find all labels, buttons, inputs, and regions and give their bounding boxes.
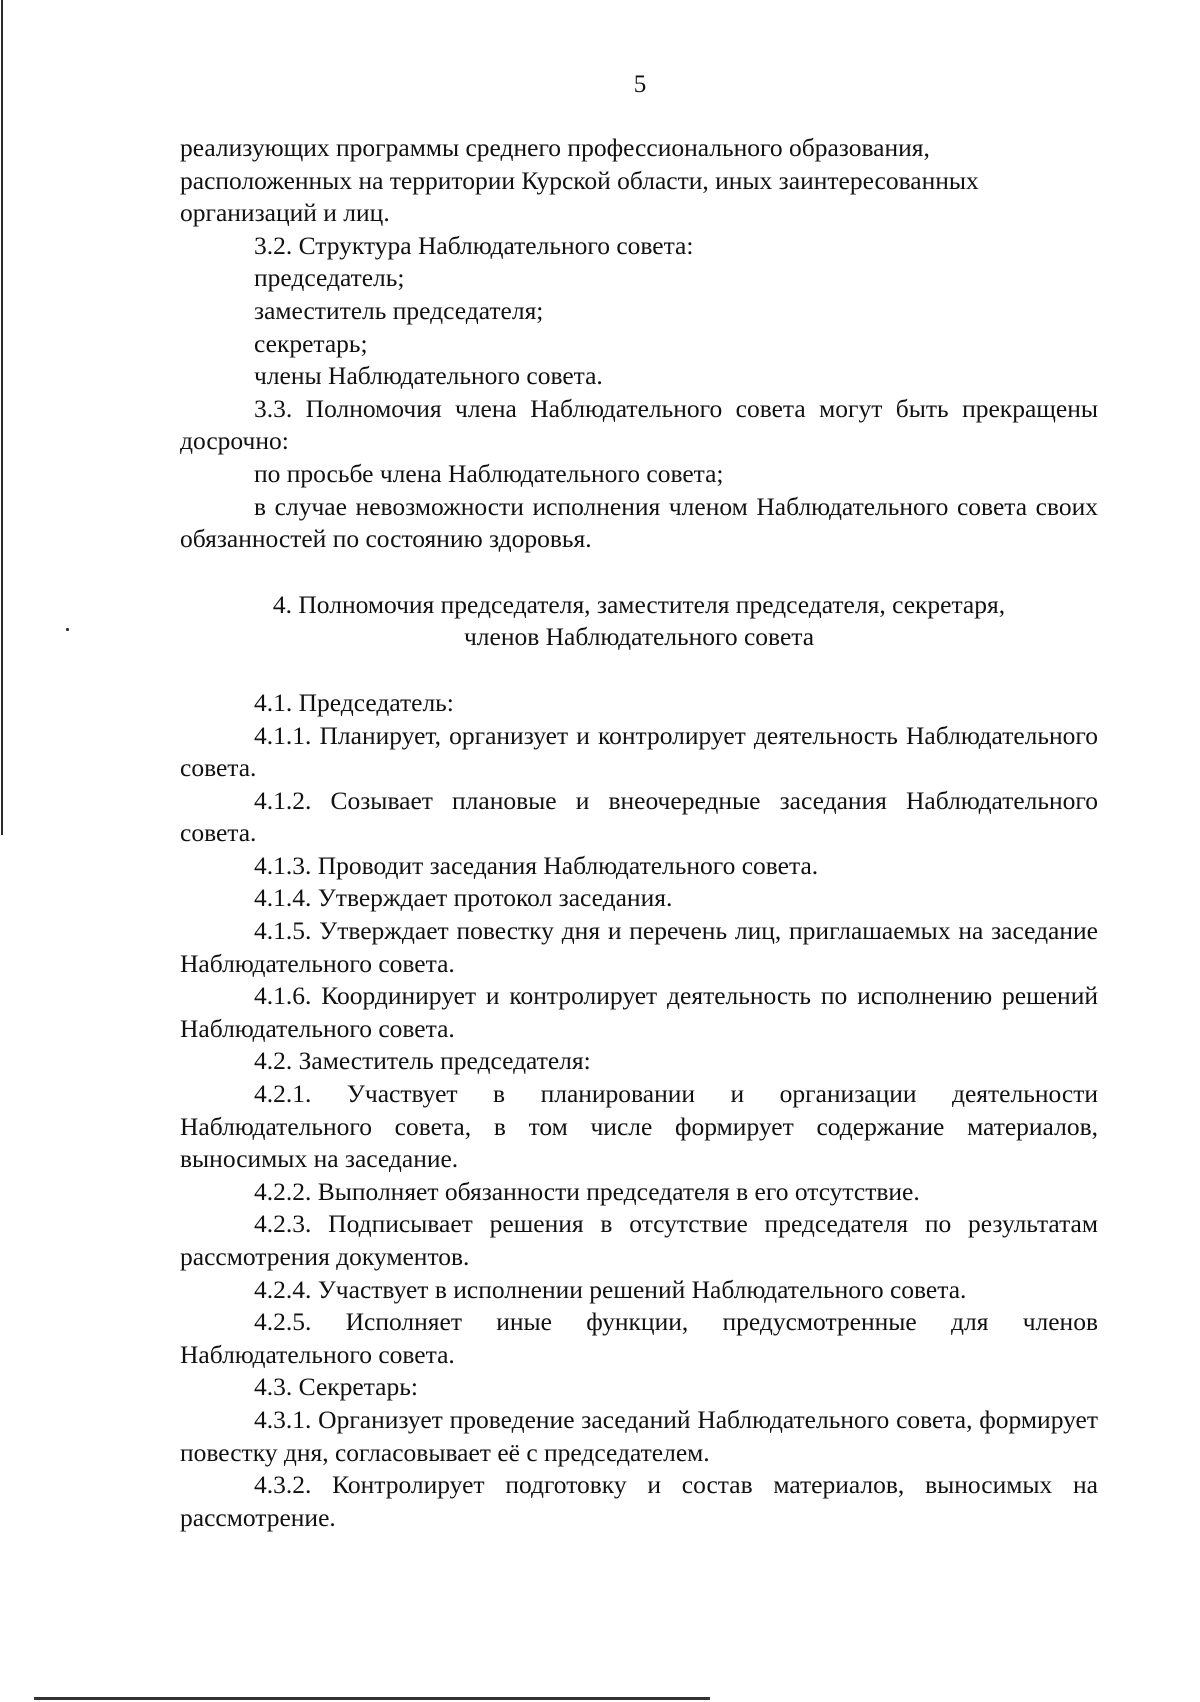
paragraph: 4.2.5. Исполняет иные функции, предусмотренные для членов Наблюдательного совета.: [180, 1307, 1098, 1369]
paragraph: 4.2.1. Участвует в планировании и организации деятельности Наблюдательного совета, в том числе формирует содержание материалов, выносимых на заседание.: [180, 1079, 1098, 1174]
paragraph: 4.2.4. Участвует в исполнении решений Наблюдательного совета.: [254, 1274, 967, 1304]
paragraph: 4.3.1. Организует проведение заседаний Наблюдательного совета, формирует повестку дня, согласовывает её с председателем.: [180, 1404, 1098, 1467]
paragraph: 4.1.6. Координирует и контролирует деятельность по исполнению решений Наблюдательного совета.: [180, 981, 1098, 1043]
section-heading-line: членов Наблюдательного совета: [463, 622, 815, 652]
paragraph: 4.2.3. Подписывает решения в отсутствие председателя по результатам рассмотрения документов.: [180, 1209, 1098, 1271]
list-item: заместитель председателя;: [254, 295, 544, 325]
paragraph: 4.1.1. Планирует, организует и контролирует деятельность Наблюдательного совета.: [180, 720, 1098, 783]
paragraph: 4.2. Заместитель председателя:: [254, 1046, 591, 1076]
section-heading-line: 4. Полномочия председателя, заместителя председателя, секретаря,: [272, 589, 1006, 619]
paragraph: 3.2. Структура Наблюдательного совета:: [254, 230, 694, 260]
paragraph: 4.1. Председатель:: [254, 687, 454, 717]
paragraph: 4.1.4. Утверждает протокол заседания.: [254, 883, 673, 913]
section-heading: [180, 589, 1098, 654]
list-item: в случае невозможности исполнения членом Наблюдательного совета своих обязанностей по состоянию здоровья.: [180, 491, 1098, 554]
paragraph: 3.3. Полномочия члена Наблюдательного совета могут быть прекращены досрочно:: [180, 393, 1098, 456]
paragraph: 4.1.5. Утверждает повестку дня и перечень лиц, приглашаемых на заседание Наблюдательного совета.: [180, 916, 1098, 978]
paragraph: 4.3. Секретарь:: [254, 1372, 418, 1402]
list-item: члены Наблюдательного совета.: [254, 361, 603, 391]
scan-border-line: [1, 0, 3, 835]
paragraph: 4.1.3. Проводит заседания Наблюдательного совета.: [254, 850, 819, 880]
paragraph: 4.3.2. Контролирует подготовку и состав материалов, выносимых на рассмотрение.: [180, 1470, 1098, 1532]
scan-artifact: [66, 628, 69, 631]
paragraph: 4.1.2. Созывает плановые и внеочередные заседания Наблюдательного совета.: [180, 785, 1098, 848]
paragraph: реализующих программы среднего профессионального образования, расположенных на территории Курской области, иных заинтересованных организаций и лиц.: [180, 133, 979, 228]
list-item: председатель;: [254, 263, 405, 293]
list-item: секретарь;: [254, 328, 368, 358]
list-item: по просьбе члена Наблюдательного совета;: [254, 458, 724, 488]
paragraph: 4.2.2. Выполняет обязанности председателя в его отсутствие.: [254, 1176, 920, 1206]
document-body: [180, 132, 1098, 1534]
page-number: 5: [633, 71, 647, 98]
scan-bottom-line: [34, 1697, 710, 1700]
